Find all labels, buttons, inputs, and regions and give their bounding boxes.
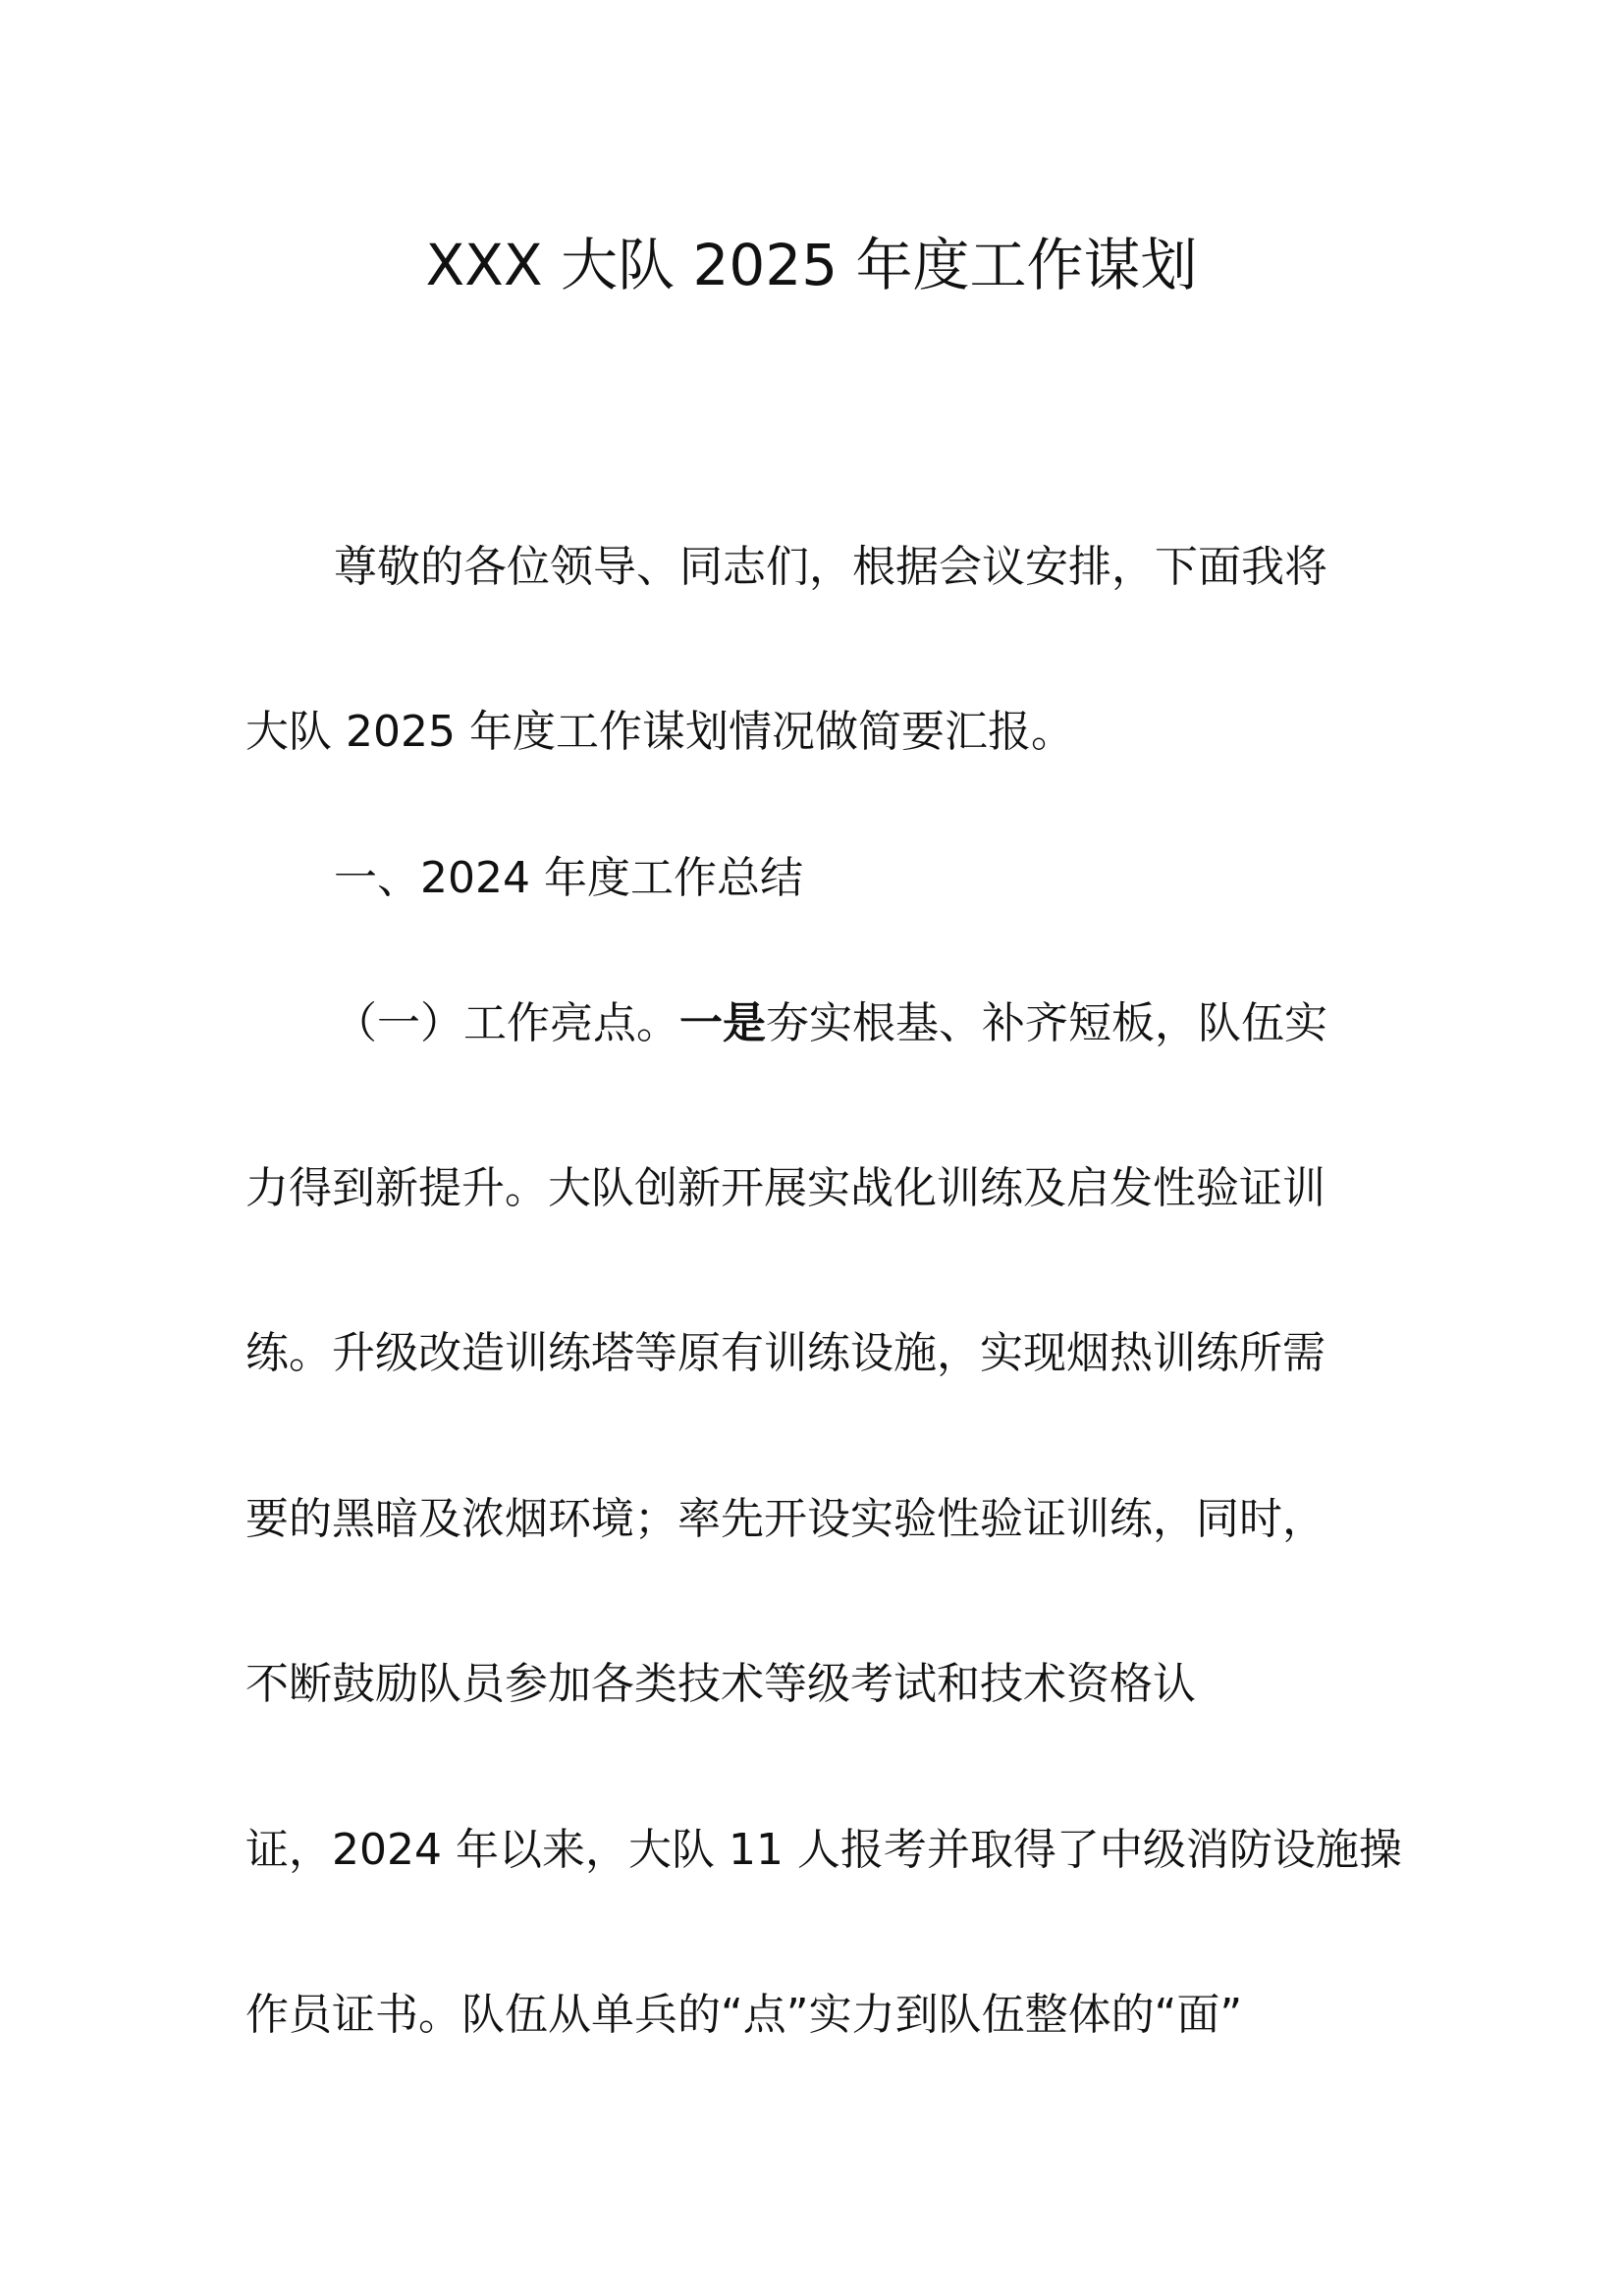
paragraph-line-7: 不断鼓励队员参加各类技术等级考试和技术资格认 <box>245 1659 1196 1709</box>
paragraph-line-4: 力得到新提升。大队创新开展实战化训练及启发性验证训 <box>245 1163 1325 1213</box>
paragraph-line-9: 作员证书。队伍从单兵的“点”实力到队伍整体的“面” <box>245 1990 1243 2040</box>
document-title: XXX 大队 2025 年度工作谋划 <box>425 232 1198 298</box>
paragraph-line-6: 要的黑暗及浓烟环境；率先开设实验性验证训练，同时， <box>245 1494 1325 1544</box>
paragraph-line-5: 练。升级改造训练塔等原有训练设施，实现烟热训练所需 <box>245 1328 1325 1378</box>
point-text: 夯实根基、补齐短板，队伍实 <box>766 998 1327 1048</box>
paragraph-line-1: 尊敬的各位领导、同志们，根据会议安排，下面我将 <box>334 542 1327 592</box>
subsection-heading: （一）工作亮点。 <box>334 998 679 1048</box>
paragraph-line-8: 证，2024 年以来，大队 11 人报考并取得了中级消防设施操 <box>245 1825 1402 1875</box>
paragraph-line-2: 大队 2025 年度工作谋划情况做简要汇报。 <box>245 707 1074 757</box>
point-marker-first: 一是 <box>679 998 766 1048</box>
paragraph-line-3 <box>334 994 1327 1053</box>
section-heading-1: 一、2024 年度工作总结 <box>334 853 803 903</box>
